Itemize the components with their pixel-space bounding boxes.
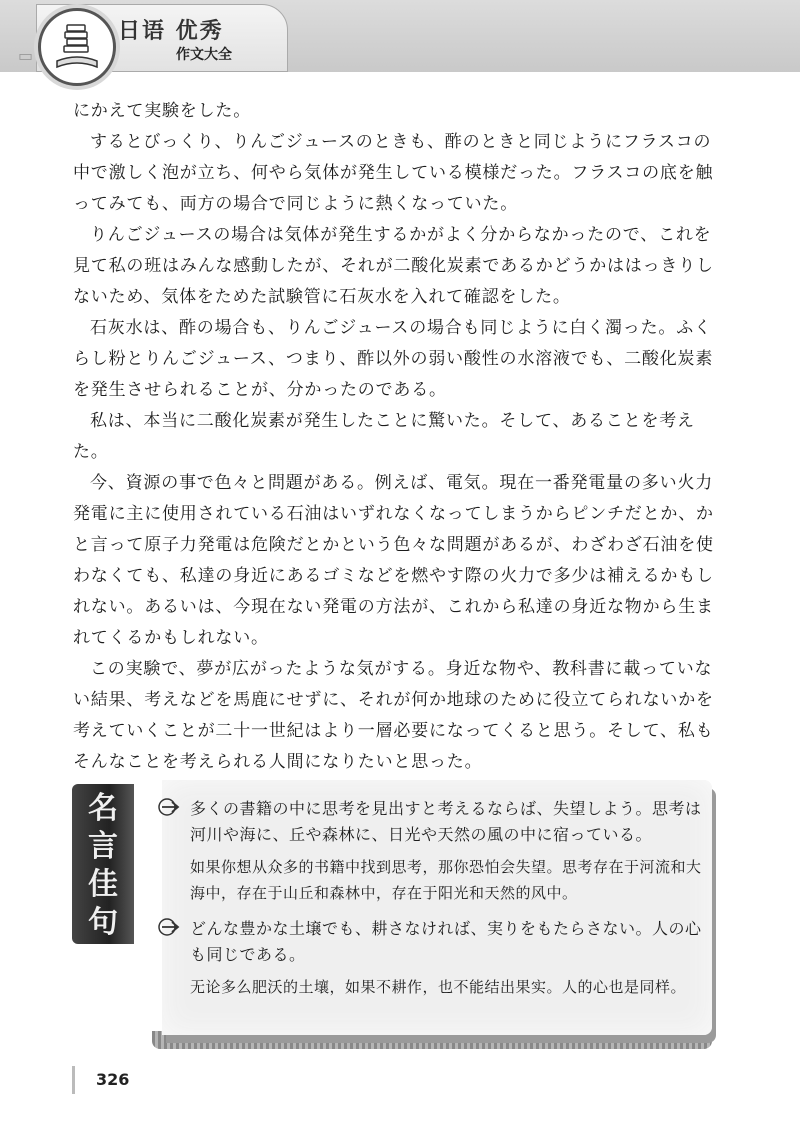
book-logo-icon: [38, 8, 116, 86]
paragraph: するとびっくり、りんごジュースのときも、酢のときと同じようにフラスコの中で激しく泡が立ち、何やら気体が発生している模様だった。フラスコの底を触ってみても、両方の場合で同じように熱くなっていた。: [73, 132, 714, 214]
paragraph: この実験で、夢が広がったような気がする。身近な物や、教科書に載っていない結果、考えなどを馬鹿にせずに、それが何か地球のために役立てられないかを考えていくことが二十一世紀はより一層必要になってくると思う。そして、私もそんなことを考えられる人間になりたいと思った。: [73, 659, 714, 772]
paragraph: りんごジュースの場合は気体が発生するかがよく分からなかったので、これを見て私の班はみんな感動したが、それが二酸化炭素であるかどうかははっきりしないため、気体をためた試験管に石灰水を入れて確認をした。: [73, 225, 714, 307]
quote-chinese: 如果你想从众多的书籍中找到思考，那你恐怕会失望。思考存在于河流和大海中，存在于山丘和森林中，存在于阳光和天然的风中。: [190, 858, 702, 902]
book-series-subtitle: 作文大全: [176, 47, 232, 63]
paragraph: 私は、本当に二酸化炭素が発生したことに驚いた。そして、あることを考えた。: [73, 411, 695, 462]
header-corner-mark: ▭: [18, 46, 34, 65]
essay-body: [73, 96, 723, 778]
arrow-bullet-icon: [158, 918, 180, 940]
arrow-bullet-icon: [158, 798, 180, 820]
paragraph: 石灰水は、酢の場合も、りんごジュースの場合も同じように白く濁った。ふくらし粉とりんごジュース、つまり、酢以外の弱い酸性の水溶液でも、二酸化炭素を発生させられることが、分かったのである。: [73, 318, 714, 400]
famous-quotes-label: 名言佳句: [88, 791, 118, 940]
quote-chinese: 无论多么肥沃的土壤，如果不耕作，也不能结出果实。人的心也是同样。: [190, 978, 687, 996]
quote-japanese: 多くの書籍の中に思考を見出すと考えるならば、失望しよう。思考は河川や海に、丘や森林に、日光や天然の風の中に宿っている。: [190, 799, 702, 844]
paragraph: 今、資源の事で色々と問題がある。例えば、電気。現在一番発電量の多い火力発電に主に使用されている石油はいずれなくなってしまうからピンチだとか、かと言って原子力発電は危険だとかという色々な問題があるが、わざわざ石油を使わなくても、私達の身近にあるゴミなどを燃やす際の火力で多少は補えるかもしれない。あるいは、今現在ない発電の方法が、これから私達の身近な物から生まれてくるかもしれない。: [73, 473, 714, 648]
page-number-bar: [72, 1066, 75, 1094]
page-number: 326: [96, 1070, 130, 1089]
quote-item: [190, 796, 705, 906]
paragraph: にかえて実験をした。: [73, 101, 251, 121]
quote-japanese: どんな豊かな土壌でも、耕さなければ、実りをもたらさない。人の心も同じである。: [190, 919, 702, 964]
book-series-title: 日语 优秀: [118, 19, 224, 44]
quote-item: [190, 916, 705, 1000]
